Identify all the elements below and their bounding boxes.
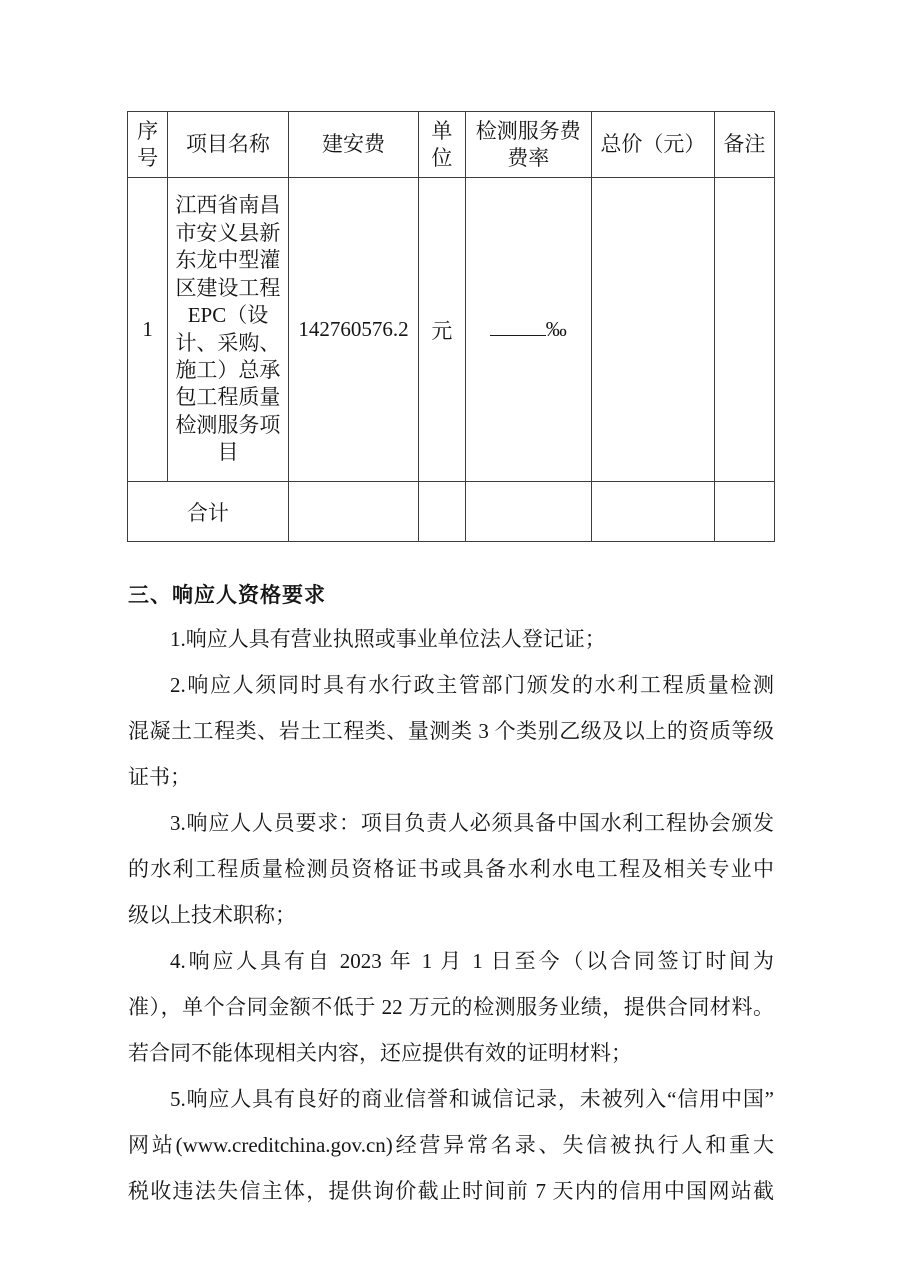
header-cell-project-name: 项目名称 — [168, 112, 289, 178]
header-cell-total-price: 总价（元） — [592, 112, 715, 178]
table-row — [128, 178, 775, 482]
requirement-line: 3.响应人人员要求：项目负责人必须具备中国水利工程协会颁发 — [170, 811, 774, 835]
cell-total-remark — [714, 482, 774, 542]
cell-project-name: 江西省南昌市安义县新东龙中型灌区建设工程EPC（设计、采购、施工）总承包工程质量检测服务项目 — [168, 178, 289, 482]
requirement-line: 税收违法失信主体，提供询价截止时间前 7 天内的信用中国网站截 — [128, 1179, 774, 1203]
cell-construction-fee: 142760576.2 — [288, 178, 419, 482]
requirement-line: 混凝土工程类、岩土工程类、量测类 3 个类别乙级及以上的资质等级 — [128, 719, 774, 743]
cell-total-unit — [419, 482, 465, 542]
requirement-line: 5.响应人具有良好的商业信誉和诚信记录，未被列入“信用中国” — [170, 1087, 774, 1111]
cell-row-no: 1 — [128, 178, 168, 482]
cell-total-construction-fee — [288, 482, 419, 542]
cell-total-price — [592, 178, 715, 482]
requirement-line: 4.响应人具有自 2023 年 1 月 1 日至今（以合同签订时间为 — [170, 949, 774, 973]
requirement-line: 的水利工程质量检测员资格证书或具备水利水电工程及相关专业中 — [128, 857, 774, 881]
requirement-line: 证书； — [128, 765, 191, 789]
header-cell-fee-rate: 检测服务费费率 — [465, 112, 592, 178]
cell-total-fee-rate — [465, 482, 592, 542]
fee-rate-blank-line — [490, 334, 546, 336]
requirement-line: 级以上技术职称； — [128, 903, 296, 927]
cell-fee-rate — [465, 178, 592, 482]
requirement-line: 网站(www.creditchina.gov.cn)经营异常名录、失信被执行人和重大 — [128, 1133, 774, 1157]
header-cell-no: 序号 — [128, 112, 168, 178]
table-total-row — [128, 482, 775, 542]
requirements-section — [128, 574, 774, 1214]
fee-table — [127, 111, 775, 542]
permille-symbol: ‰ — [545, 317, 567, 341]
header-cell-unit: 单位 — [419, 112, 465, 178]
cell-total-price — [592, 482, 715, 542]
requirement-line: 准），单个合同金额不低于 22 万元的检测服务业绩，提供合同材料。 — [128, 995, 774, 1019]
cell-unit: 元 — [419, 178, 465, 482]
requirement-line: 2.响应人须同时具有水行政主管部门颁发的水利工程质量检测 — [170, 673, 774, 697]
requirement-line: 1.响应人具有营业执照或事业单位法人登记证； — [170, 627, 606, 651]
table-header-row — [128, 112, 775, 178]
requirement-line: 若合同不能体现相关内容，还应提供有效的证明材料； — [128, 1041, 632, 1065]
header-cell-remark: 备注 — [714, 112, 774, 178]
cell-total-label: 合计 — [128, 482, 289, 542]
section-heading: 三、响应人资格要求 — [128, 583, 326, 607]
header-cell-construction-fee: 建安费 — [288, 112, 419, 178]
cell-remark — [714, 178, 774, 482]
